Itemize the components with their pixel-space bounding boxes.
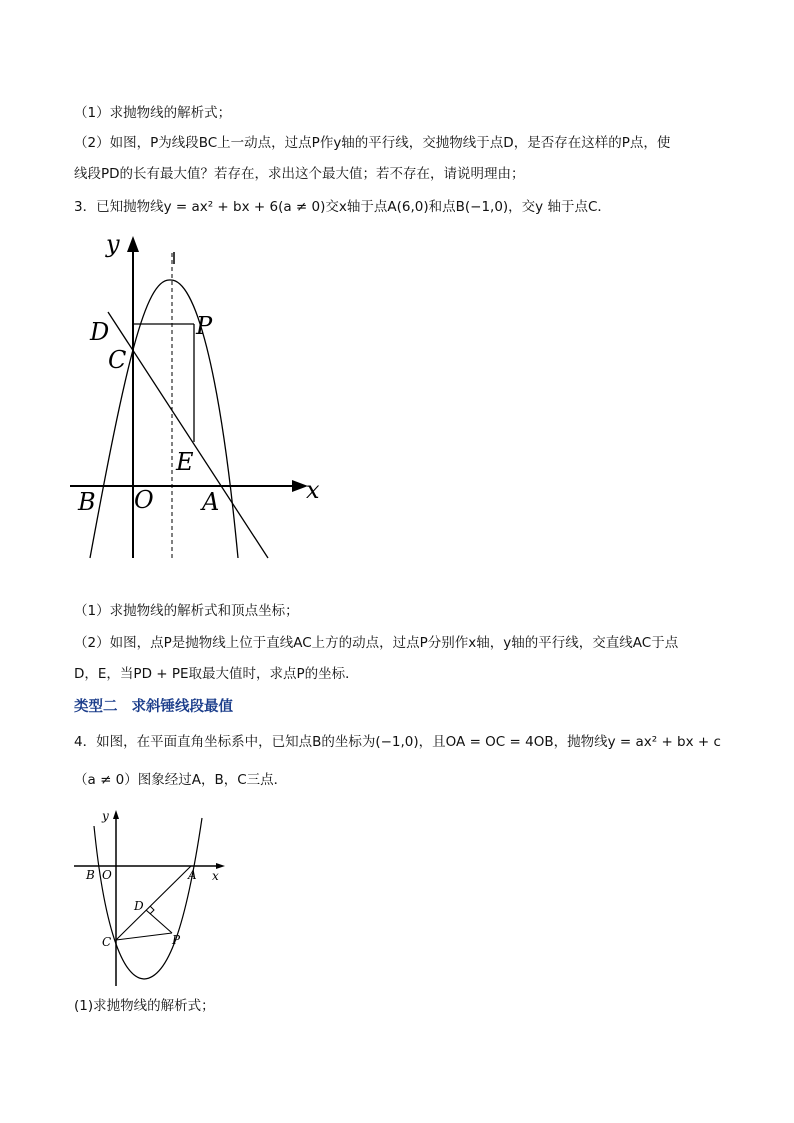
p3-stem: 3．已知抛物线y = ax² + bx + 6(a ≠ 0)交x轴于点A(6,0)和点B(−1,0)，交y 轴于点C． xyxy=(74,199,611,215)
fig1-label-p: P xyxy=(196,312,213,340)
fig2-label-b: B xyxy=(86,868,95,882)
section-type: 类型二 xyxy=(74,699,118,715)
p3-sub2-line2: D，E，当PD + PE取最大值时，求点P的坐标． xyxy=(74,666,359,682)
fig1-label-x: x xyxy=(306,476,320,504)
fig2-label-o: O xyxy=(102,868,112,882)
fig1-label-y: y xyxy=(106,230,120,258)
fig1-label-a: A xyxy=(202,488,220,516)
p2-sub2-line2: 线段PD的长有最大值？若存在，求出这个最大值；若不存在，请说明理由； xyxy=(74,166,525,182)
fig2-label-p: P xyxy=(172,933,181,947)
p3-sub2-line1: （2）如图，点P是抛物线上位于直线AC上方的动点，过点P分别作x轴，y轴的平行线，交直线AC于点 xyxy=(74,635,679,651)
fig2-label-y: y xyxy=(102,809,109,823)
fig1-label-e: E xyxy=(176,448,194,476)
p3-sub1: （1）求抛物线的解析式和顶点坐标； xyxy=(74,603,299,619)
fig1-label-o: O xyxy=(134,486,154,514)
p4-stem-line1: 4．如图，在平面直角坐标系中，已知点B的坐标为(−1,0)，且OA = OC = 4OB，抛物线y = ax² + bx + c xyxy=(74,734,721,750)
figure-parabola-2 xyxy=(70,806,230,988)
section-title: 求斜锤线段最值 xyxy=(131,699,233,715)
fig1-label-c: C xyxy=(108,346,127,374)
p4-stem-line2: （a ≠ 0）图象经过A，B，C三点． xyxy=(74,772,288,788)
section-heading xyxy=(74,695,247,716)
p4-sub1: (1)求抛物线的解析式； xyxy=(74,998,215,1014)
fig1-label-b: B xyxy=(78,488,96,516)
fig1-label-d: D xyxy=(90,318,110,346)
figure-parabola-1 xyxy=(70,228,330,563)
fig2-label-a: A xyxy=(188,868,197,882)
fig2-label-x: x xyxy=(212,869,219,883)
fig2-label-c: C xyxy=(102,935,112,949)
p2-sub1: （1）求抛物线的解析式； xyxy=(74,105,232,121)
fig2-label-d: D xyxy=(134,899,144,913)
p2-sub2-line1: （2）如图，P为线段BC上一动点，过点P作y轴的平行线，交抛物线于点D，是否存在这样的P点，使 xyxy=(74,135,671,151)
